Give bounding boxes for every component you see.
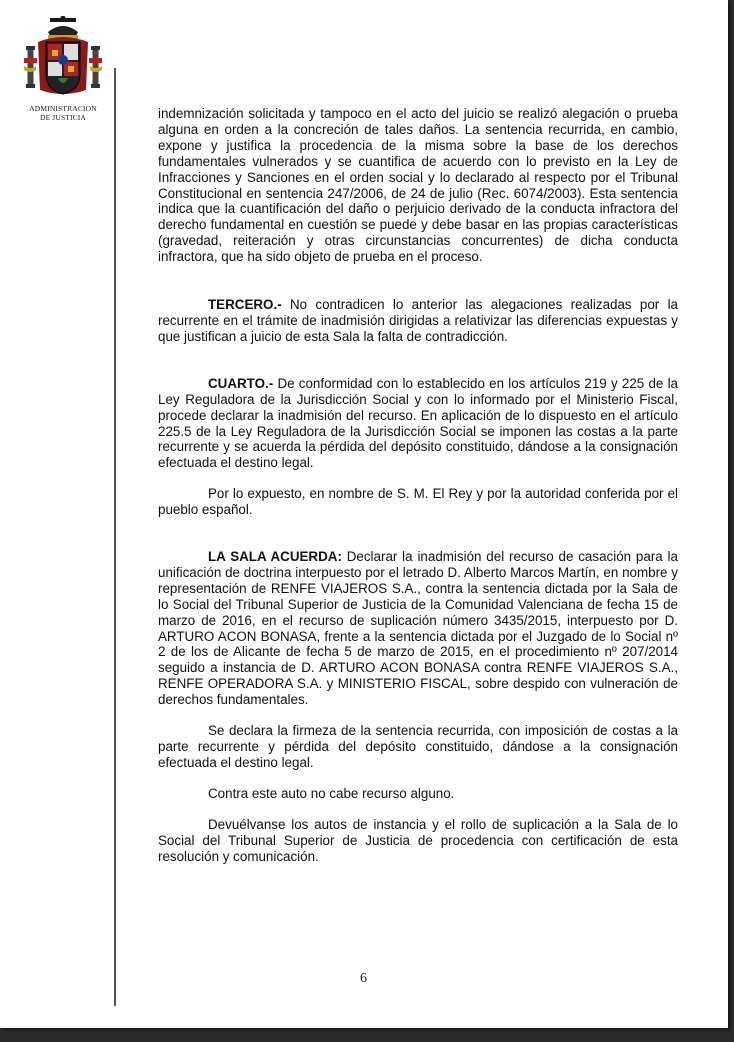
tercero-text: No contradicen lo anterior las alegaciones realizadas por la recurrente en el trámite de inadmisión dirigidas a relativizar las diferencias expuestas y que justifican a juicio de esta Sala la falta de contradicción. (158, 297, 678, 344)
cuarto-text: De conformidad con lo establecido en los artículos 219 y 225 de la Ley Reguladora de la Jurisdicción Social y con lo informado por el Ministerio Fiscal, procede declarar la inadmisión del recurso. En aplicación de lo dispuesto en el artículo 225.5 de la Ley Reguladora de la Jurisdicción Social se imponen las costas a la parte recurrente y se acuerda la pérdida del depósito constituido, dándose a la consignación efectuada el destino legal. (158, 375, 678, 471)
margin-rule (114, 68, 116, 1006)
crest-caption (14, 104, 112, 122)
paragraph-cuarto (158, 376, 678, 471)
paragraph-devuelvanse: Devuélvanse los autos de instancia y el rollo de suplicación a la Sala de lo Social del Tribunal Superior de Justicia de procedencia con certificación de esta resolución y comunicación. (158, 816, 678, 864)
la-sala-acuerda-text: Declarar la inadmisión del recurso de casación para la unificación de doctrina interpuesto por el letrado D. Alberto Marcos Martín, en nombre y representación de RENFE VIAJEROS S.A., contra la sentencia dictada por la Sala de lo Social del Tribunal Superior de Justicia de la Comunidad Valenciana de fecha 15 de marzo de 2016, en el recurso de suplicación número 3435/2015, interpuesto por D. ARTURO ACON BONASA, frente a la sentencia dictada por el Juzgado de lo Social nº 2 de los de Alicante de fecha 5 de marzo de 2015, en el procedimiento nº 207/2014 seguido a instancia de D. ARTURO ACON BONASA contra RENFE VIAJEROS S.A., RENFE OPERADORA S.A. y MINISTERIO FISCAL, sobre despido con vulneración de derechos fundamentales. (158, 549, 678, 708)
cuarto-heading: CUARTO.- (208, 375, 274, 391)
document-body (158, 106, 678, 864)
paragraph-la-sala-acuerda (158, 549, 678, 708)
paragraph-tercero (158, 297, 678, 345)
paragraph-firmeza: Se declara la firmeza de la sentencia recurrida, con imposición de costas a la parte recurrente y pérdida del depósito constituido, dándose a la consignación efectuada el destino legal. (158, 723, 678, 770)
coat-of-arms (14, 12, 112, 132)
tercero-heading: TERCERO.- (208, 297, 282, 313)
paragraph-por-lo-expuesto: Por lo expuesto, en nombre de S. M. El Rey y por la autoridad conferida por el pueblo español. (158, 486, 678, 518)
crest-caption-line2: DE JUSTICIA (39, 113, 87, 122)
page-number: 6 (360, 971, 367, 986)
crest-caption-line1: ADMINISTRACION (29, 104, 97, 113)
la-sala-acuerda-heading: LA SALA ACUERDA: (208, 549, 342, 565)
coat-of-arms-icon (22, 16, 104, 102)
paragraph-indemnizacion: indemnización solicitada y tampoco en el acto del juicio se realizó alegación o prueba alguna en orden a la concreción de tales daños. La sentencia recurrida, en cambio, expone y justifica la procedencia de la misma sobre la base de los derechos fundamentales vulnerados y se cuantifica de acuerdo con lo previsto en la Ley de Infracciones y Sanciones en el orden social y lo declarado al respecto por el Tribunal Constitucional en sentencia 247/2006, de 24 de julio (Rec. 6074/2003). Esta sentencia indica que la cuantificación del daño o perjuicio derivado de la conducta infractora del derecho fundamental en cuestión se puede y debe basar en las propias características (gravedad, reiteración y otras circunstancias concurrentes) de dicha conducta infractora, que ha sido objeto de prueba en el proceso. (158, 106, 678, 265)
paragraph-contra: Contra este auto no cabe recurso alguno. (208, 785, 455, 801)
